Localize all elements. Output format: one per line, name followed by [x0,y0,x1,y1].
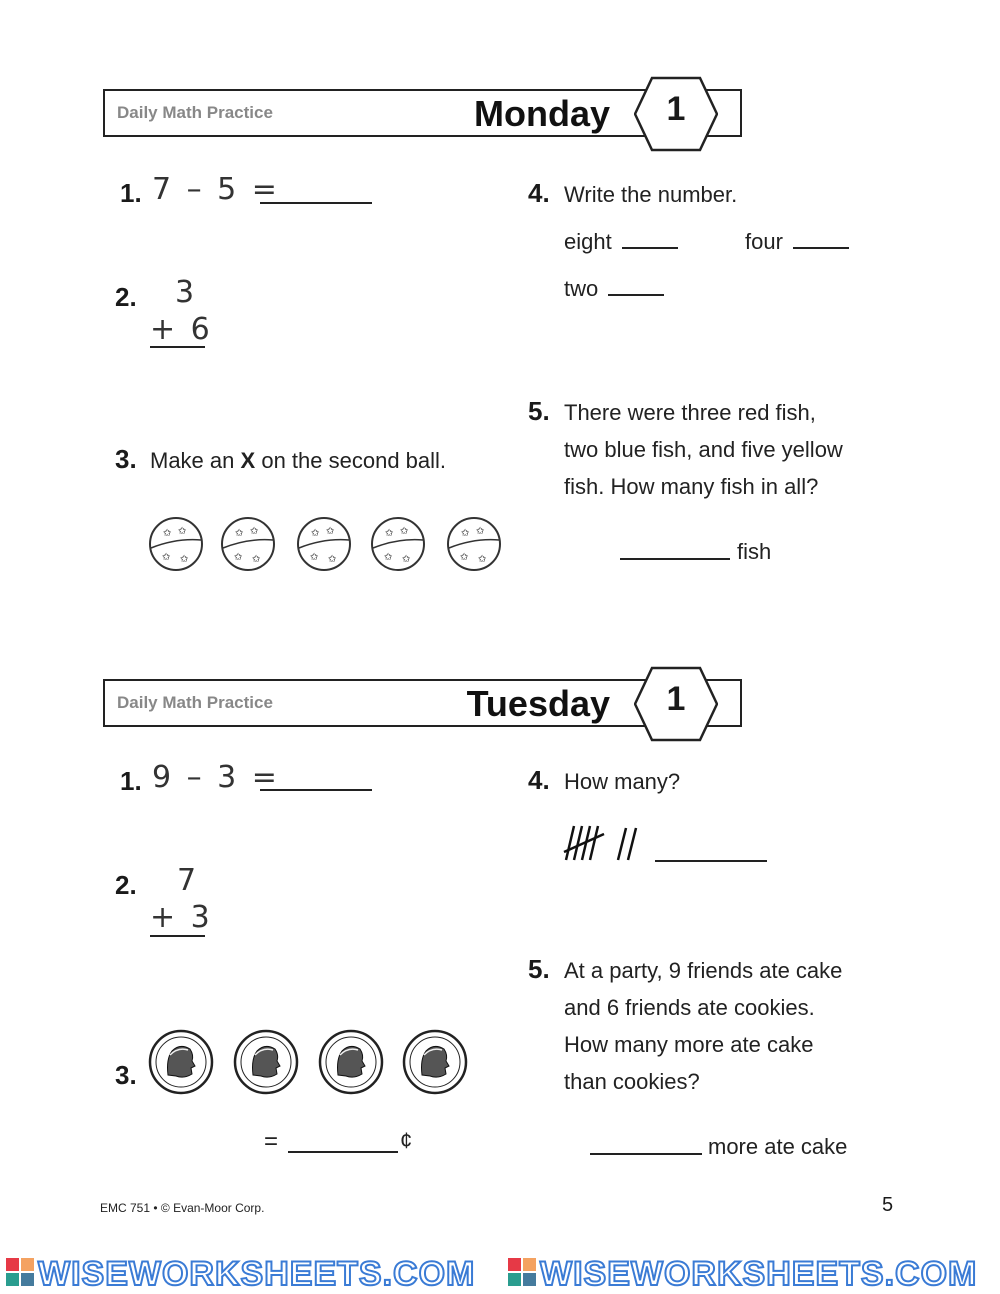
tuesday-q5-line-4: than cookies? [564,1069,700,1094]
tuesday-q2-sum-line [150,935,205,937]
nickel-coin-2 [233,1029,299,1095]
tuesday-badge-number: 1 [666,680,686,718]
tuesday-q1-answer-line[interactable] [260,789,372,791]
svg-text:✩: ✩ [252,554,261,565]
tally-marks [562,822,652,868]
tuesday-q1-number: 1. [120,766,142,796]
page-number: 5 [882,1194,894,1216]
monday-q2-number: 2. [115,282,137,312]
svg-text:✩: ✩ [476,526,485,537]
monday-q4-two-line[interactable] [608,294,664,296]
svg-text:✩: ✩ [402,554,411,565]
tuesday-q5-line-2: and 6 friends ate cookies. [564,995,815,1020]
monday-q5-line-2: two blue fish, and five yellow [564,437,843,462]
tuesday-subtitle: Daily Math Practice [117,693,273,712]
watermark-logo-icon [6,1258,34,1286]
ball-4[interactable] [370,516,426,572]
tuesday-q4-number: 4. [528,765,550,795]
monday-q5-unit: fish [737,539,772,564]
monday-q5-answer-line[interactable] [620,558,730,560]
svg-text:✩: ✩ [178,526,187,537]
monday-q4-eight-line[interactable] [622,247,678,249]
monday-q2-top: 3 [175,275,198,310]
monday-q2-sum-line [150,346,205,348]
tuesday-badge [634,666,718,746]
svg-text:✩: ✩ [478,554,487,565]
tuesday-q5-unit: more ate cake [708,1134,848,1159]
monday-q4-four-line[interactable] [793,247,849,249]
tuesday-q1-expression: 9 – 3 = [152,760,280,795]
ball-1[interactable] [148,516,204,572]
monday-badge-number: 1 [666,90,686,128]
tuesday-q2-bottom: + 3 [150,900,213,935]
svg-text:✩: ✩ [461,528,470,539]
watermark-logo-icon [508,1258,536,1286]
svg-text:✩: ✩ [250,526,259,537]
monday-q3-number: 3. [115,444,137,474]
svg-text:✩: ✩ [235,528,244,539]
monday-badge [634,76,718,156]
svg-text:✩: ✩ [326,526,335,537]
monday-q4-word-two: two [564,276,599,301]
nickel-coin-4 [402,1029,468,1095]
svg-text:✩: ✩ [310,552,319,563]
svg-text:✩: ✩ [328,554,337,565]
tuesday-q5-line-3: How many more ate cake [564,1032,814,1057]
monday-q5-line-3: fish. How many fish in all? [564,474,819,499]
svg-text:✩: ✩ [163,528,172,539]
monday-q5-number: 5. [528,396,550,426]
svg-text:✩: ✩ [162,552,171,563]
monday-q4-number: 4. [528,178,550,208]
tuesday-q4-answer-line[interactable] [655,860,767,862]
nickel-coin-1 [148,1029,214,1095]
watermark-text: WISEWORKSHEETS.COM [38,1255,476,1293]
monday-q4-word-four: four [745,229,783,254]
monday-q5-line-1: There were three red fish, [564,400,816,425]
nickel-coin-3 [318,1029,384,1095]
monday-q1-expression: 7 – 5 = [152,172,280,207]
tuesday-q5-number: 5. [528,954,550,984]
tuesday-q3-number: 3. [115,1060,137,1090]
monday-q3-x-mark: X [240,448,256,473]
svg-text:✩: ✩ [385,528,394,539]
svg-text:✩: ✩ [311,528,320,539]
footer-credit: EMC 751 • © Evan-Moor Corp. [100,1201,265,1215]
tuesday-q2-number: 2. [115,870,137,900]
tuesday-day-title: Tuesday [466,683,610,724]
svg-text:✩: ✩ [384,552,393,563]
tuesday-q4-prompt: How many? [564,769,681,794]
monday-q4-prompt: Write the number. [564,182,738,207]
monday-subtitle: Daily Math Practice [117,103,273,122]
svg-text:✩: ✩ [234,552,243,563]
tuesday-q3-equals: = [264,1128,279,1155]
tuesday-q5-answer-line[interactable] [590,1153,702,1155]
monday-day-title: Monday [473,93,610,134]
svg-text:✩: ✩ [400,526,409,537]
ball-3[interactable] [296,516,352,572]
monday-q2-bottom: + 6 [150,312,213,347]
monday-q1-number: 1. [120,178,142,208]
watermark-text: WISEWORKSHEETS.COM [540,1255,978,1293]
monday-q1-answer-line[interactable] [260,202,372,204]
tuesday-q3-cent: ¢ [400,1128,413,1153]
monday-q4-word-eight: eight [564,229,612,254]
ball-2[interactable] [220,516,276,572]
ball-5[interactable] [446,516,502,572]
tuesday-q3-answer-line[interactable] [288,1151,398,1153]
tuesday-q5-line-1: At a party, 9 friends ate cake [564,958,843,983]
monday-q3-text: Make an X on the second ball. [150,448,447,473]
svg-text:✩: ✩ [460,552,469,563]
svg-text:✩: ✩ [180,554,189,565]
tuesday-q2-top: 7 [177,863,200,898]
